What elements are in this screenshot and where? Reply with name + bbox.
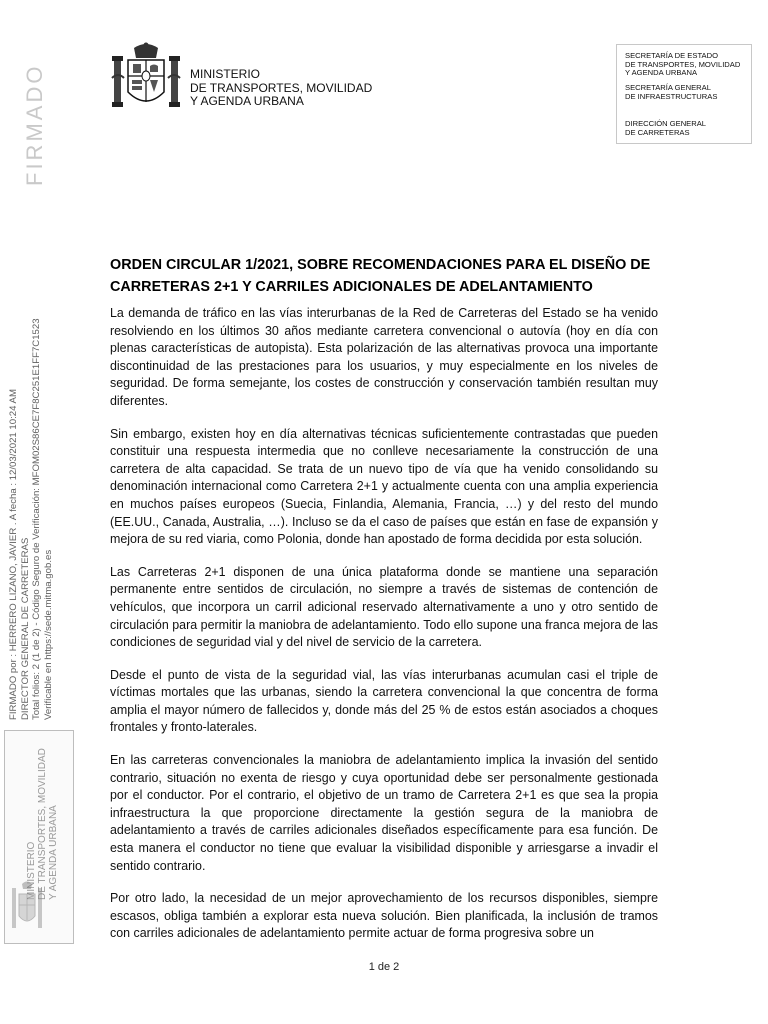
ministry-name-line: Y AGENDA URBANA [190,94,304,108]
digital-signature-info [8,318,54,720]
signature-line: FIRMADO por : HERRERO LIZANO, JAVIER . A fecha : 12/03/2021 10:24 AM [8,389,19,720]
org-line: DE TRANSPORTES, MOVILIDAD [625,59,741,69]
body-paragraph: Desde el punto de vista de la seguridad vial, las vías interurbanas acumulan casi el triple de víctimas mortales que las urbanas, siendo la carretera convencional la que concentra de forma amplia el mayor número de fallecidos y, donde más del 25 % de estos están asociados a choques frontales y fronto-laterales. [110,667,658,735]
secretaria-general [625,84,717,101]
side-ministry-line: MINISTERIO [26,841,37,900]
signed-stamp: FIRMADO [22,63,47,186]
org-line: SECRETARÍA GENERAL [625,83,711,92]
ministry-name-line: MINISTERIO [190,67,261,81]
side-ministry-name [26,748,59,900]
verification-url[interactable]: Verificable en https://sede.mitma.gob.es [42,549,54,720]
body-paragraph: La demanda de tráfico en las vías interurbanas de la Red de Carreteras del Estado se ha venido resolviendo en los últimos 30 años mediante carretera convencional o autovía (hoy en día con plenas características de autopista). Esta polarización de las alternativas provoca una importante discontinuidad de las prestaciones para los usuarios, y muy especialmente en los niveles de seguridad. De forma semejante, los costes de construcción y conservación también resultan muy diferentes. [110,306,658,408]
document-body [110,305,658,958]
body-paragraph: Las Carreteras 2+1 disponen de una única plataforma donde se mantiene una separación permanente entre sentidos de circulación, no siempre a través de sistemas de contención de vehículos, que incorpora un carril adicional reservado alternativamente a uno y otro sentido de circulación para permitir la maniobra de adelantamiento. Todo ello supone una franca mejora de las condiciones de seguridad vial y del nivel de servicio de la carretera. [110,564,658,650]
body-paragraph: En las carreteras convencionales la maniobra de adelantamiento implica la invasión del sentido contrario, situación no exenta de riesgo y cuya oportunidad debe ser personalmente gestionada por el conductor. Por el contrario, el objetivo de un tramo de Carretera 2+1 es que sea la propia infraestructura la que proporcione directamente la gestión segura de la maniobra de adelantamiento a través de carriles adicionales diseñados específicamente para esa función. De esta manera el conductor no tiene que evaluar la visibilidad disponible y arriesgarse a invadir el sentido contrario. [110,753,658,873]
document-title: ORDEN CIRCULAR 1/2021, SOBRE RECOMENDACIONES PARA EL DISEÑO DE CARRETERAS 2+1 Y CARRILES ADICIONALES DE ADELANTAMIENTO [110,257,651,295]
page-number: 1 de 2 [368,961,400,973]
organization-box [616,44,752,144]
body-paragraph: Por otro lado, la necesidad de un mejor aprovechamiento de los recursos disponibles, siempre escasos, obliga también a explorar esta nueva solución. Bien planificada, la inclusión de tramos con carriles adicionales de adelantamiento permite actuar de forma progresiva sobre un [110,891,658,941]
org-line: DE CARRETERAS [625,127,690,137]
direccion-general [625,120,706,137]
side-ministry-line: Y AGENDA URBANA [48,805,59,900]
signature-line: DIRECTOR GENERAL DE CARRETERAS [19,537,31,720]
side-ministry-line: DE TRANSPORTES, MOVILIDAD [37,748,48,900]
coat-of-arms-icon [108,42,184,118]
org-line: Y AGENDA URBANA [625,68,698,78]
org-line: DE INFRAESTRUCTURAS [625,91,718,101]
signature-strip [0,0,78,1024]
org-line: DIRECCIÓN GENERAL [625,119,707,128]
ministry-name [190,68,372,109]
body-paragraph: Sin embargo, existen hoy en día alternativas técnicas suficientemente contrastadas que pueden constituir una respuesta intermedia que no conlleve necesariamente la construcción de una carretera de alta capacidad. Se trata de un nuevo tipo de vía que ha venido consolidando su denominación internacional como Carretera 2+1 y actualmente cuenta con una amplia experiencia en muchos países europeos (Suecia, Finlandia, Alemania, Francia, …) y del resto del mundo (EE.UU., Canada, Australia, …). Incluso se da el caso de países que están en fase de expansión y mejora de su red viaria, como Polonia, donde han apostado de forma decidida por esta solución. [110,426,658,547]
secretaria-estado [625,52,740,78]
signature-line: Total folios: 2 (1 de 2) - Código Seguro de Verificación: MFOM02S86CE7F8C251E1FF7C1523 [31,318,42,720]
side-coat-of-arms-icon [10,880,44,936]
ministry-name-line: DE TRANSPORTES, MOVILIDAD [190,80,373,95]
org-line: SECRETARÍA DE ESTADO [625,51,718,60]
